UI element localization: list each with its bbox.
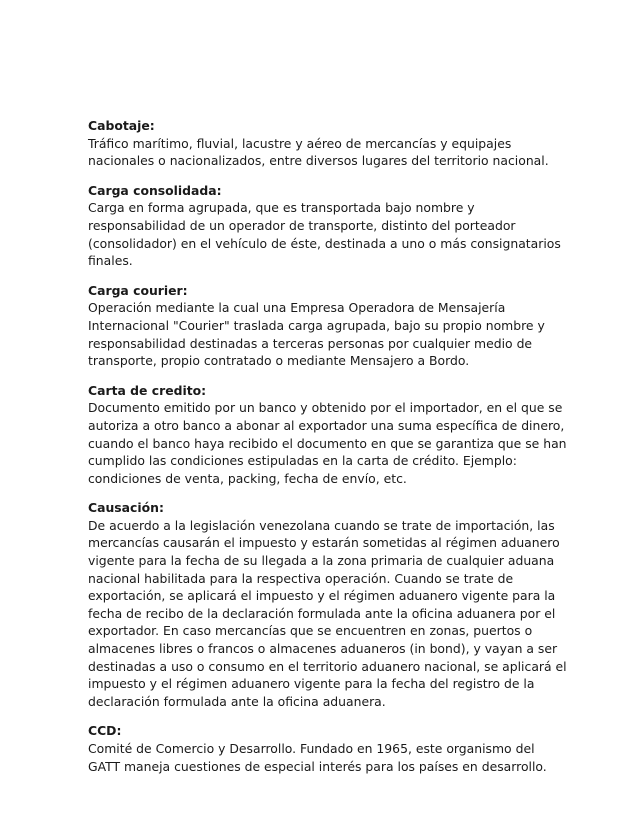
glossary-entry-carga-courier	[88, 282, 588, 370]
definition-line: De acuerdo a la legislación venezolana cuando se trate de importación, las	[88, 517, 555, 533]
definition-line: cuando el banco haya recibido el documento en que se garantiza que se han	[88, 435, 567, 451]
definition-line: autoriza a otro banco a abonar al exportador una suma específica de dinero,	[88, 417, 565, 433]
definition-line: destinadas a uso o consumo en el territorio aduanero nacional, se aplicará el	[88, 658, 567, 674]
definition-line: transporte, propio contratado o mediante Mensajero a Bordo.	[88, 353, 470, 369]
term-heading: Carga courier:	[88, 282, 188, 298]
term-heading: CCD:	[88, 723, 122, 739]
definition-line: fecha de recibo de la declaración formulada ante la oficina aduanera por el	[88, 605, 556, 621]
definition-line: Documento emitido por un banco y obtenido por el importador, en el que se	[88, 400, 563, 416]
definition-line: responsabilidad destinadas a terceras personas por cualquier medio de	[88, 335, 533, 351]
glossary-entry-causacion	[88, 499, 588, 710]
definition-line: Comité de Comercio y Desarrollo. Fundado en 1965, este organismo del	[88, 741, 535, 756]
definition-line: Carga en forma agrupada, que es transportada bajo nombre y	[88, 200, 475, 216]
definition-line: (consolidador) en el vehículo de éste, destinada a uno o más consignatarios	[88, 235, 561, 251]
term-definition	[88, 517, 588, 711]
definition-line: cumplido las condiciones estipuladas en la carta de crédito. Ejemplo:	[88, 453, 517, 469]
glossary-entry-carga-consolidada	[88, 182, 588, 270]
definition-line: Operación mediante la cual una Empresa Operadora de Mensajería	[88, 300, 506, 316]
definition-line: exportación, se aplicará el impuesto y el régimen aduanero vigente para la	[88, 588, 556, 604]
term-heading: Carga consolidada:	[88, 182, 222, 198]
term-heading: Carta de credito:	[88, 382, 207, 398]
definition-line: GATT maneja cuestiones de especial interés para los países en desarrollo.	[88, 758, 547, 774]
definition-line: nacionales o nacionalizados, entre diversos lugares del territorio nacional.	[88, 153, 549, 169]
term-heading: Causación:	[88, 500, 164, 516]
definition-line: responsabilidad de un operador de transporte, distinto del porteador	[88, 217, 516, 233]
definition-line: exportador. En caso mercancías que se encuentren en zonas, puertos o	[88, 623, 533, 639]
glossary-entry-ccd	[88, 722, 588, 775]
term-heading: Cabotaje:	[88, 118, 155, 133]
term-definition	[88, 740, 588, 775]
definition-line: mercancías causarán el impuesto y estarán sometidas al régimen aduanero	[88, 535, 560, 551]
term-definition	[88, 299, 588, 369]
glossary	[88, 117, 588, 787]
definition-line: almacenes libres o francos o almacenes aduaneros (in bond), y vayan a ser	[88, 641, 558, 657]
term-definition	[88, 135, 588, 170]
glossary-entry-carta-de-credito	[88, 382, 588, 488]
definition-line: condiciones de venta, packing, fecha de envío, etc.	[88, 470, 407, 486]
term-definition	[88, 399, 588, 487]
definition-line: finales.	[88, 253, 133, 269]
definition-line: declaración formulada ante la oficina aduanera.	[88, 693, 386, 709]
definition-line: nacional habilitada para la respectiva operación. Cuando se trate de	[88, 570, 514, 586]
term-definition	[88, 199, 588, 269]
glossary-entry-cabotaje	[88, 117, 588, 170]
definition-line: vigente para la fecha de su llegada a la zona primaria de cualquier aduana	[88, 553, 555, 569]
definition-line: Tráfico marítimo, fluvial, lacustre y aéreo de mercancías y equipajes	[88, 135, 512, 151]
definition-line: impuesto y el régimen aduanero vigente para la fecha del registro de la	[88, 676, 535, 692]
definition-line: Internacional "Courier" traslada carga agrupada, bajo su propio nombre y	[88, 317, 545, 333]
